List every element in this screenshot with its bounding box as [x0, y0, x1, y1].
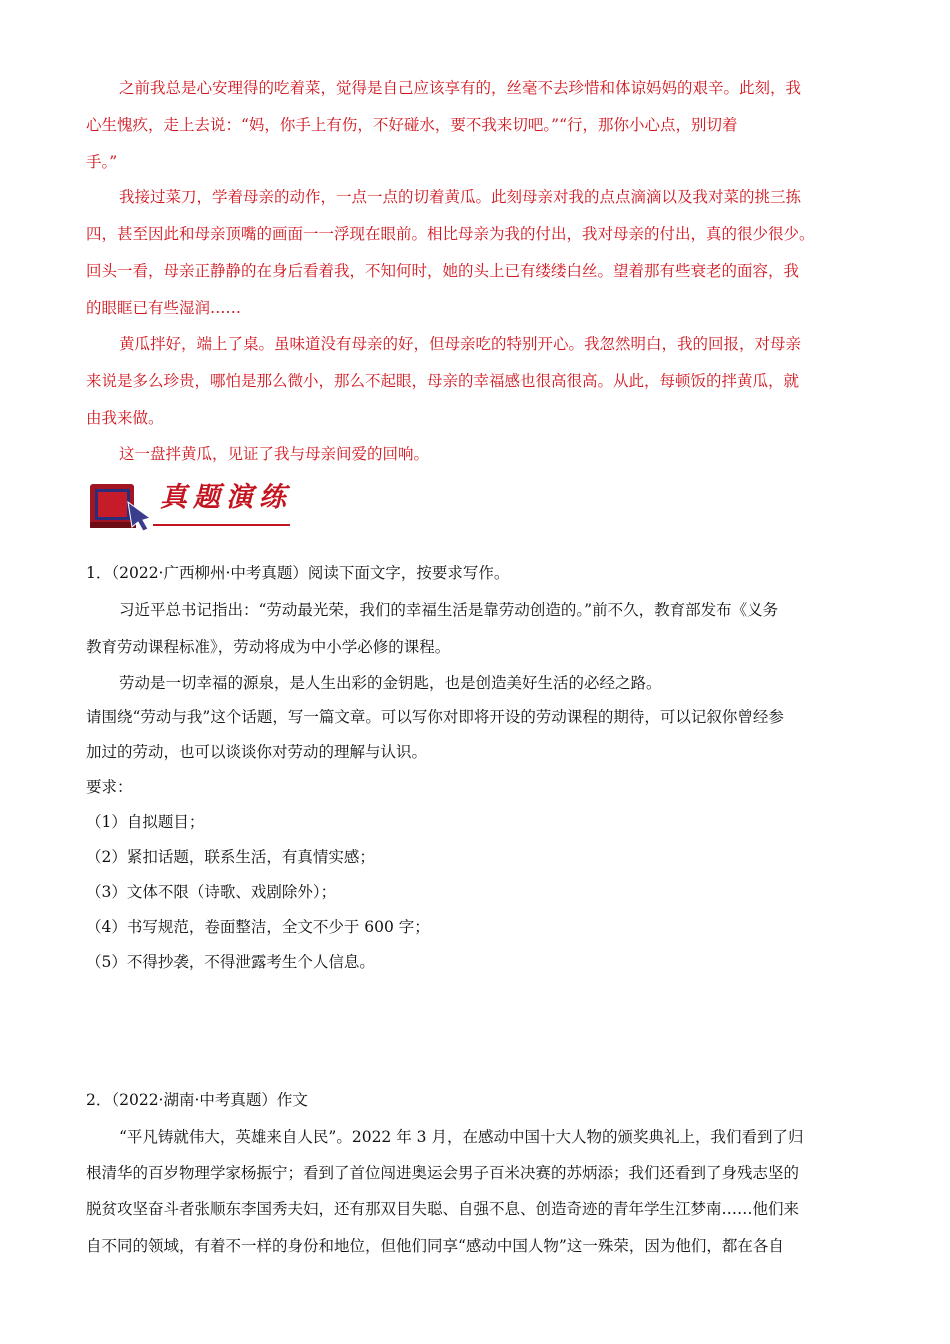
- question-1-line: 加过的劳动，也可以谈谈你对劳动的理解与认识。: [86, 743, 428, 761]
- essay-line: 手。”: [86, 153, 118, 171]
- requirement-item: （5）不得抄袭，不得泄露考生个人信息。: [86, 953, 375, 971]
- question-1-line: 请围绕“劳动与我”这个话题，写一篇文章。可以写你对即将开设的劳动课程的期待，可以记叙你曾经参: [86, 708, 784, 726]
- question-2-line: 脱贫攻坚奋斗者张顺东李国秀夫妇，还有那双目失聪、自强不息、创造奇迹的青年学生江梦南……他们来: [86, 1200, 800, 1218]
- section-title-underline: [153, 524, 290, 526]
- requirement-item: （4）书写规范，卷面整洁，全文不少于 600 字；: [86, 918, 430, 936]
- essay-line: 黄瓜拌好，端上了桌。虽味道没有母亲的好，但母亲吃的特别开心。我忽然明白，我的回报，对母亲: [119, 335, 802, 353]
- book-icon: [88, 478, 158, 532]
- essay-line: 之前我总是心安理得的吃着菜，觉得是自己应该享有的，丝毫不去珍惜和体谅妈妈的艰辛。此刻，我: [119, 79, 802, 97]
- essay-line: 回头一看，母亲正静静的在身后看着我，不知何时，她的头上已有缕缕白丝。望着那有些衰老的面容，我: [86, 262, 800, 280]
- question-1-header: 1．（2022·广西柳州·中考真题）阅读下面文字，按要求写作。: [86, 564, 510, 582]
- requirement-item: （3）文体不限（诗歌、戏剧除外）；: [86, 883, 337, 901]
- section-title: 真题演练: [160, 482, 292, 513]
- question-2-line: “平凡铸就伟大，英雄来自人民”。2022 年 3 月，在感动中国十大人物的颁奖典礼上，我们看到了归: [119, 1128, 804, 1146]
- essay-line: 这一盘拌黄瓜，见证了我与母亲间爱的回响。: [119, 445, 430, 463]
- question-1-requirements-label: 要求：: [86, 778, 133, 796]
- question-2-line: 自不同的领域，有着不一样的身份和地位，但他们同享“感动中国人物”这一殊荣，因为他们，都在各自: [86, 1237, 784, 1255]
- question-2-header: 2．（2022·湖南·中考真题）作文: [86, 1091, 308, 1109]
- requirement-item: （1）自拟题目；: [86, 813, 205, 831]
- question-1-line: 习近平总书记指出：“劳动最光荣，我们的幸福生活是靠劳动创造的。”前不久，教育部发布《义务: [119, 601, 779, 619]
- essay-line: 由我来做。: [86, 409, 164, 427]
- essay-line: 心生愧疚，走上去说：“妈，你手上有伤，不好碰水，要不我来切吧。”“行，那你小心点，别切着: [86, 116, 738, 134]
- question-1-line: 劳动是一切幸福的源泉，是人生出彩的金钥匙，也是创造美好生活的必经之路。: [119, 674, 662, 692]
- question-2-line: 根清华的百岁物理学家杨振宁；看到了首位闯进奥运会男子百米决赛的苏炳添；我们还看到了身残志坚的: [86, 1164, 800, 1182]
- requirement-item: （2）紧扣话题，联系生活，有真情实感；: [86, 848, 375, 866]
- essay-line: 我接过菜刀，学着母亲的动作，一点一点的切着黄瓜。此刻母亲对我的点点滴滴以及我对菜的挑三拣: [119, 188, 802, 206]
- question-1-line: 教育劳动课程标准》，劳动将成为中小学必修的课程。: [86, 638, 451, 656]
- essay-line: 四，甚至因此和母亲顶嘴的画面一一浮现在眼前。相比母亲为我的付出，我对母亲的付出，真的很少很少。: [86, 225, 815, 243]
- essay-line: 来说是多么珍贵，哪怕是那么微小，那么不起眼，母亲的幸福感也很高很高。从此，每顿饭的拌黄瓜，就: [86, 372, 800, 390]
- essay-line: 的眼眶已有些湿润……: [86, 299, 242, 317]
